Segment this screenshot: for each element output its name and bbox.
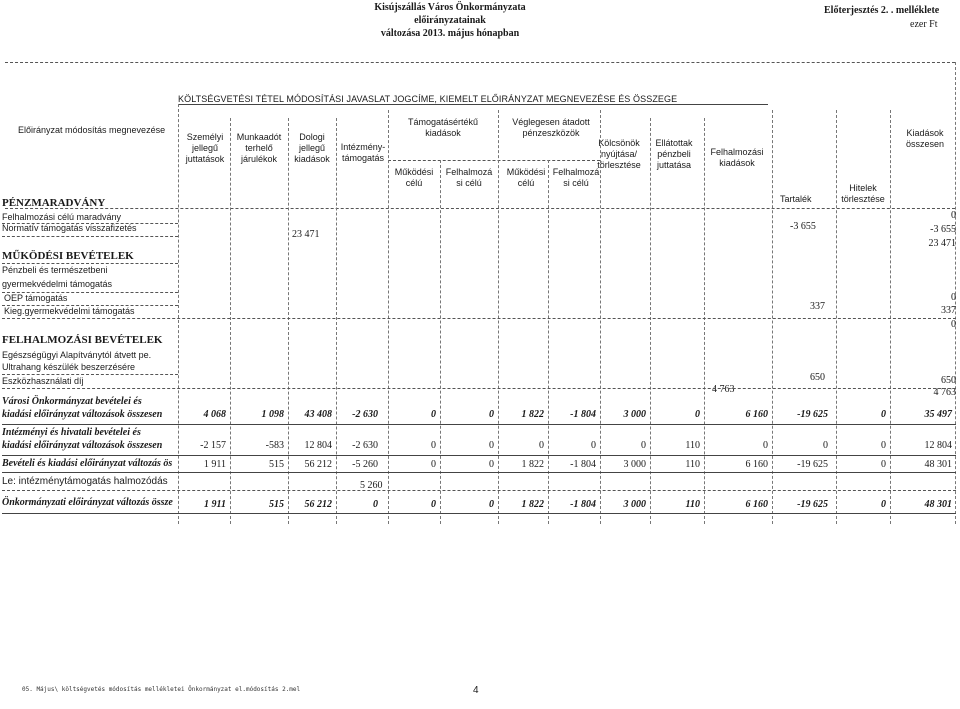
cell-material: 56 212 — [304, 499, 332, 510]
cell-personal: 1 911 — [203, 459, 226, 470]
cell-material: 23 471 — [292, 229, 320, 240]
cell-reserve: -19 625 — [797, 459, 828, 470]
summary-label: Önkormányzati előirányzat változás össze — [2, 497, 173, 508]
cell-material: 12 804 — [304, 440, 332, 451]
cell-capital-a: 0 — [489, 440, 494, 451]
summary-label: Intézményi és hivatali bevételei és — [2, 427, 141, 438]
column-header-total-expenses: Kiadások összesen — [905, 128, 945, 149]
col-sep — [230, 118, 231, 524]
col-sep — [704, 118, 705, 524]
cell-personal: 4 068 — [203, 409, 226, 420]
cell-reserve: -19 625 — [797, 499, 828, 510]
cell-total: 35 497 — [924, 409, 952, 420]
section-heading-residual: PÉNZMARADVÁNY — [2, 197, 106, 209]
cell-institution-support: -2 630 — [352, 440, 378, 451]
column-header-benefits: Ellátottak pénzbeli juttatása — [655, 138, 693, 170]
cell-benefits: 110 — [685, 499, 700, 510]
title-subline: előirányzatainak — [414, 15, 486, 26]
row-total: 4 763 — [933, 387, 956, 398]
cell-reserve: 337 — [810, 301, 825, 312]
column-header-reserve: Tartalék — [780, 194, 812, 204]
row-total: 0 — [951, 292, 956, 303]
cell-institution-support: -5 260 — [352, 459, 378, 470]
cell-capital-expenses: 0 — [763, 440, 768, 451]
cell-operating-b: 1 822 — [521, 459, 544, 470]
cell-capital-a: 0 — [489, 499, 494, 510]
summary-label: Bevételi és kiadási előirányzat változás ös — [2, 458, 173, 469]
group-header-support-value: Támogatásértékű kiadások — [407, 117, 479, 138]
cell-material: 56 212 — [304, 459, 332, 470]
row-line — [2, 318, 956, 319]
column-header-capital-b: Felhalmozá si célú — [552, 167, 600, 188]
row-total: 337 — [941, 305, 956, 316]
row-line — [2, 424, 956, 425]
subheader-line — [388, 160, 600, 161]
cell-contributions: 1 098 — [261, 409, 284, 420]
cell-total: 12 804 — [924, 440, 952, 451]
cell-loans: 0 — [641, 440, 646, 451]
row-line — [2, 472, 956, 473]
cell-benefits: 0 — [695, 409, 700, 420]
column-header-contributions: Munkaadót terhelő járulékok — [236, 132, 282, 164]
column-header-name: Előirányzat módosítás megnevezése — [18, 125, 166, 135]
row-total: 650 — [941, 375, 956, 386]
cell-operating-a: 0 — [431, 459, 436, 470]
row-line — [2, 236, 178, 237]
column-header-operating-a: Működési célú — [394, 167, 434, 188]
cell-institution-support: 5 260 — [360, 480, 383, 491]
title-period: változása 2013. május hónapban — [380, 28, 520, 39]
row-line — [2, 490, 956, 491]
row-total: 0 — [951, 319, 956, 330]
row-total: 23 471 — [928, 238, 956, 249]
summary-label: kiadási előirányzat változások összesen — [2, 440, 163, 451]
summary-label: kiadási előirányzat változások összesen — [2, 409, 163, 420]
cell-reserve: 650 — [810, 372, 825, 383]
cell-loans: 3 000 — [623, 459, 646, 470]
document-title: KÖLTSÉGVETÉSI TÉTEL MÓDOSÍTÁSI JAVASLAT JOGCÍME, KIEMELT ELŐIRÁNYZAT MEGNEVEZÉSE ÉS ÖSSZEGE — [178, 94, 678, 104]
cell-capital-b: -1 804 — [570, 409, 596, 420]
row-label: gyermekvédelmi támogatás — [2, 279, 113, 289]
column-header-capital-a: Felhalmozá si célú — [445, 167, 493, 188]
row-line — [2, 513, 956, 514]
cell-operating-b: 1 822 — [521, 499, 544, 510]
cell-loans: 3 000 — [623, 409, 646, 420]
row-label: Eszközhasználati díj — [2, 376, 84, 386]
cell-operating-b: 0 — [539, 440, 544, 451]
cell-capital-expenses: 6 160 — [745, 409, 768, 420]
cell-capital-a: 0 — [489, 409, 494, 420]
summary-label: Le: intézménytámogatás halmozódás — [2, 476, 168, 487]
column-header-institution-support: Intézmény- támogatás — [340, 142, 386, 163]
col-sep — [772, 110, 773, 524]
cell-contributions: 515 — [269, 459, 284, 470]
attachment-label: Előterjesztés 2. . melléklete — [824, 5, 940, 16]
col-sep — [890, 110, 891, 524]
cell-personal: 1 911 — [204, 499, 226, 510]
cell-benefits: 110 — [685, 459, 700, 470]
row-line — [2, 263, 178, 264]
column-header-loan-repayment: Hitelek törlesztése — [841, 183, 885, 204]
cell-capital-expenses: 4 763 — [712, 384, 735, 395]
cell-benefits: 110 — [685, 440, 700, 451]
cell-institution-support: 0 — [373, 499, 378, 510]
cell-operating-a: 0 — [431, 499, 436, 510]
cell-capital-b: -1 804 — [570, 459, 596, 470]
cell-loan-repayment: 0 — [881, 409, 886, 420]
column-header-operating-b: Működési célú — [506, 167, 546, 188]
section-heading-operating: MŰKÖDÉSI BEVÉTELEK — [2, 250, 134, 262]
cell-capital-b: 0 — [591, 440, 596, 451]
top-border — [5, 62, 955, 63]
cell-material: 43 408 — [304, 409, 332, 420]
row-label: Kieg.gyermekvédelmi támogatás — [4, 306, 135, 316]
page-number: 4 — [473, 685, 479, 696]
title-underline — [178, 104, 768, 105]
row-total: 0 — [951, 210, 956, 221]
row-line — [2, 455, 956, 456]
cell-loan-repayment: 0 — [881, 499, 886, 510]
cell-capital-b: -1 804 — [570, 499, 596, 510]
cell-contributions: 515 — [269, 499, 284, 510]
column-header-loans: Kölcsönök nyújtása/ törlesztése — [597, 138, 641, 170]
row-line — [2, 388, 956, 389]
row-label: Felhalmozási célú maradvány — [2, 212, 122, 222]
cell-operating-a: 0 — [431, 409, 436, 420]
row-label: Egészségügyi Alapítványtól átvett pe. — [2, 350, 152, 360]
row-label: OEP támogatás — [4, 293, 68, 303]
cell-institution-support: -2 630 — [352, 409, 378, 420]
cell-reserve: 0 — [823, 440, 828, 451]
row-label: Normatív támogatás visszafizetés — [2, 223, 137, 233]
row-label: Pénzbeli és természetbeni — [2, 265, 108, 275]
column-header-personal: Személyi jellegű juttatások — [185, 132, 225, 164]
cell-operating-a: 0 — [431, 440, 436, 451]
row-total: -3 655 — [930, 224, 956, 235]
section-heading-capital: FELHALMOZÁSI BEVÉTELEK — [2, 334, 163, 346]
group-header-transferred-funds: Véglegesen átadott pénzeszközök — [512, 117, 590, 138]
cell-capital-expenses: 6 160 — [745, 499, 768, 510]
city-title: Kisújszállás Város Önkormányzata — [374, 2, 526, 13]
cell-loan-repayment: 0 — [881, 459, 886, 470]
unit-label: ezer Ft — [910, 19, 938, 30]
footer-path: 05. Május\ költségvetés módosítás mellékletei Önkormányzat el.módosítás 2.mel — [22, 686, 301, 693]
summary-label: Városi Önkormányzat bevételei és — [2, 396, 142, 407]
cell-capital-a: 0 — [489, 459, 494, 470]
row-line — [2, 374, 178, 375]
col-sep — [440, 160, 441, 524]
cell-reserve: -3 655 — [790, 221, 816, 232]
column-header-material: Dologi jellegű kiadások — [294, 132, 330, 164]
header-bottom-line — [5, 208, 955, 209]
cell-loans: 3 000 — [623, 499, 646, 510]
cell-total: 48 301 — [924, 499, 952, 510]
cell-contributions: -583 — [265, 440, 284, 451]
cell-reserve: -19 625 — [797, 409, 828, 420]
cell-personal: -2 157 — [200, 440, 226, 451]
cell-operating-b: 1 822 — [521, 409, 544, 420]
cell-loan-repayment: 0 — [881, 440, 886, 451]
cell-capital-expenses: 6 160 — [745, 459, 768, 470]
row-label: Ultrahang készülék beszerzésére — [2, 362, 136, 372]
cell-total: 48 301 — [924, 459, 952, 470]
column-header-capital-expenses: Felhalmozási kiadások — [710, 147, 764, 168]
